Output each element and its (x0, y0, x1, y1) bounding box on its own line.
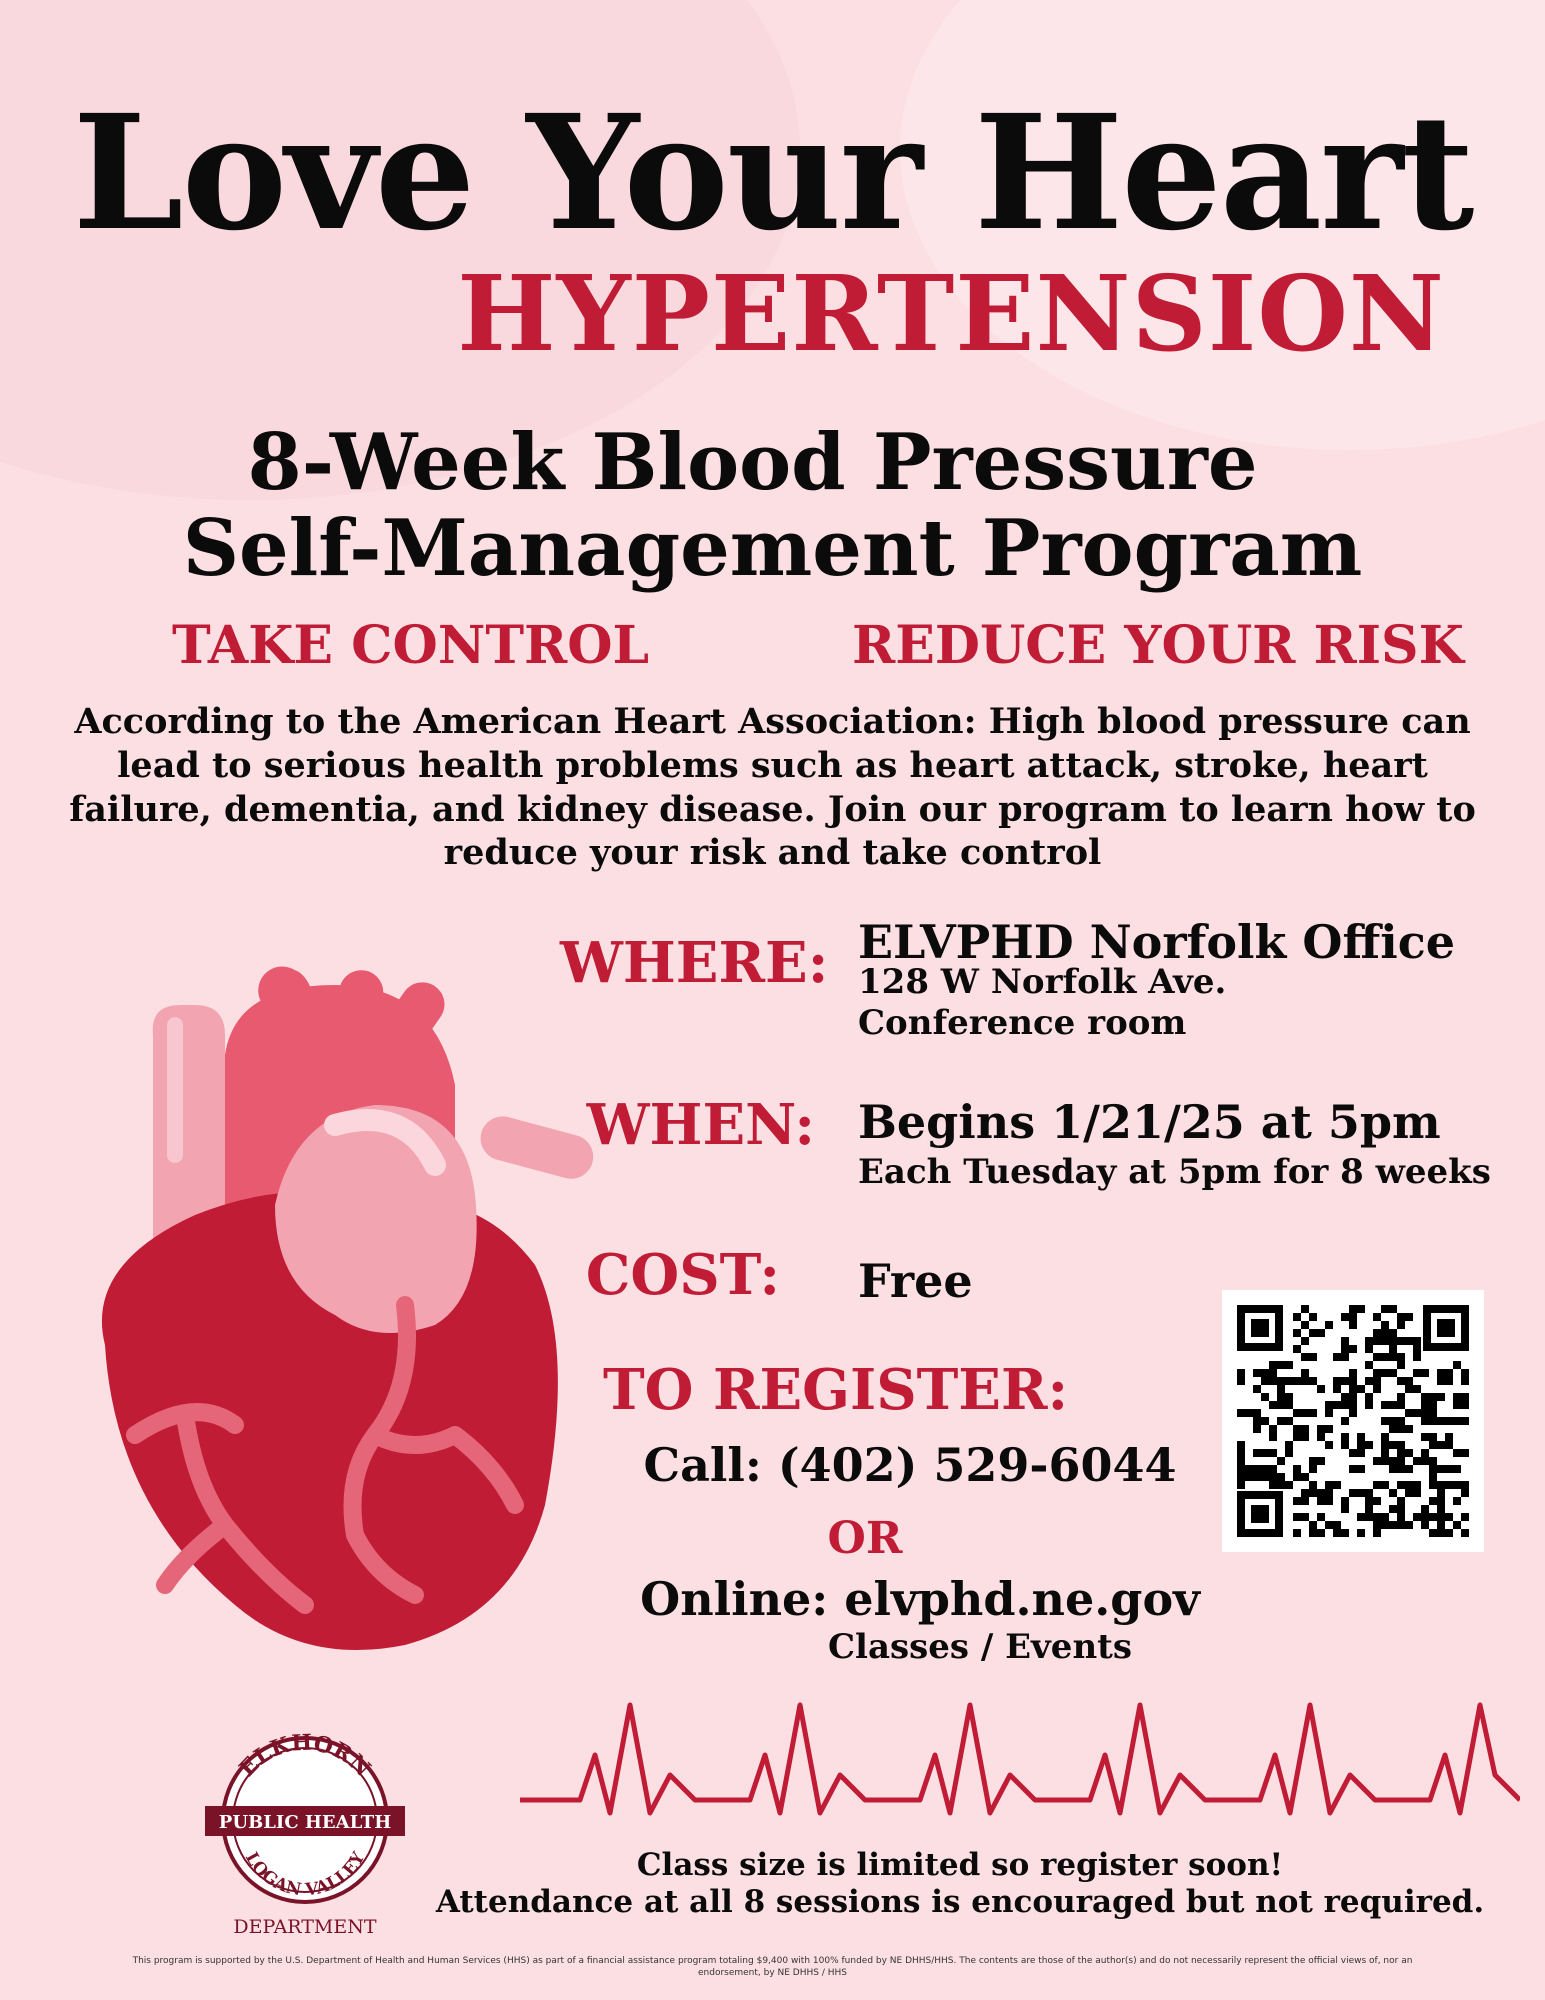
heartbeat-line-icon (520, 1695, 1520, 1825)
qr-code-icon[interactable] (1222, 1290, 1484, 1552)
where-line3: Conference room (858, 1003, 1187, 1043)
page-subtitle: HYPERTENSION (457, 252, 1445, 375)
when-line1: Begins 1/21/25 at 5pm (858, 1095, 1441, 1149)
register-phone[interactable]: Call: (402) 529-6044 (643, 1438, 1177, 1492)
note-line1: Class size is limited so register soon! (636, 1847, 1284, 1883)
heart-illustration (75, 965, 595, 1655)
cost-value: Free (858, 1254, 973, 1308)
class-size-note (420, 1847, 1500, 1921)
logo-top-text: ELKHORN (234, 1730, 376, 1782)
note-line2: Attendance at all 8 sessions is encouraged but not required. (435, 1884, 1485, 1921)
register-online[interactable]: Online: elvphd.ne.gov (640, 1572, 1200, 1626)
tagline-take-control: TAKE CONTROL (172, 615, 650, 676)
program-heading (0, 417, 1545, 594)
when-label: WHEN: (586, 1092, 815, 1158)
when-line2: Each Tuesday at 5pm for 8 weeks (858, 1152, 1491, 1192)
program-heading-line2: Self-Management Program (182, 502, 1363, 594)
tagline-reduce-risk: REDUCE YOUR RISK (852, 615, 1464, 676)
register-online-sub: Classes / Events (827, 1627, 1133, 1667)
page-title: Love Your Heart (72, 81, 1473, 266)
register-label: TO REGISTER: (603, 1357, 1069, 1423)
program-heading-line1: 8-Week Blood Pressure (247, 417, 1258, 508)
logo-band-text: PUBLIC HEALTH (218, 1812, 392, 1833)
register-or: OR (827, 1513, 903, 1564)
where-line1: ELVPHD Norfolk Office (858, 915, 1455, 969)
intro-paragraph: According to the American Heart Association: High blood pressure can lead to serious health problems such as heart attack, stroke, heart failure, dementia, and kidney disease. Join our program to learn how to reduce your risk and take control (69, 701, 1476, 874)
where-line2: 128 W Norfolk Ave. (858, 962, 1227, 1002)
where-label: WHERE: (560, 930, 829, 996)
funding-disclaimer: This program is supported by the U.S. Department of Health and Human Services (HHS) as part of a financial assistance program totaling $9,400 with 100% funded by NE DHHS/HHS. The contents are those of the author(s) and do not necessarily represent the official views of, nor an endorsement, by NE DHHS / HHS (132, 1956, 1413, 1978)
organization-logo (205, 1730, 405, 1945)
cost-label: COST: (585, 1242, 780, 1308)
logo-bottom-text: LOGAN VALLEY (240, 1848, 370, 1901)
logo-department: DEPARTMENT (233, 1916, 377, 1938)
